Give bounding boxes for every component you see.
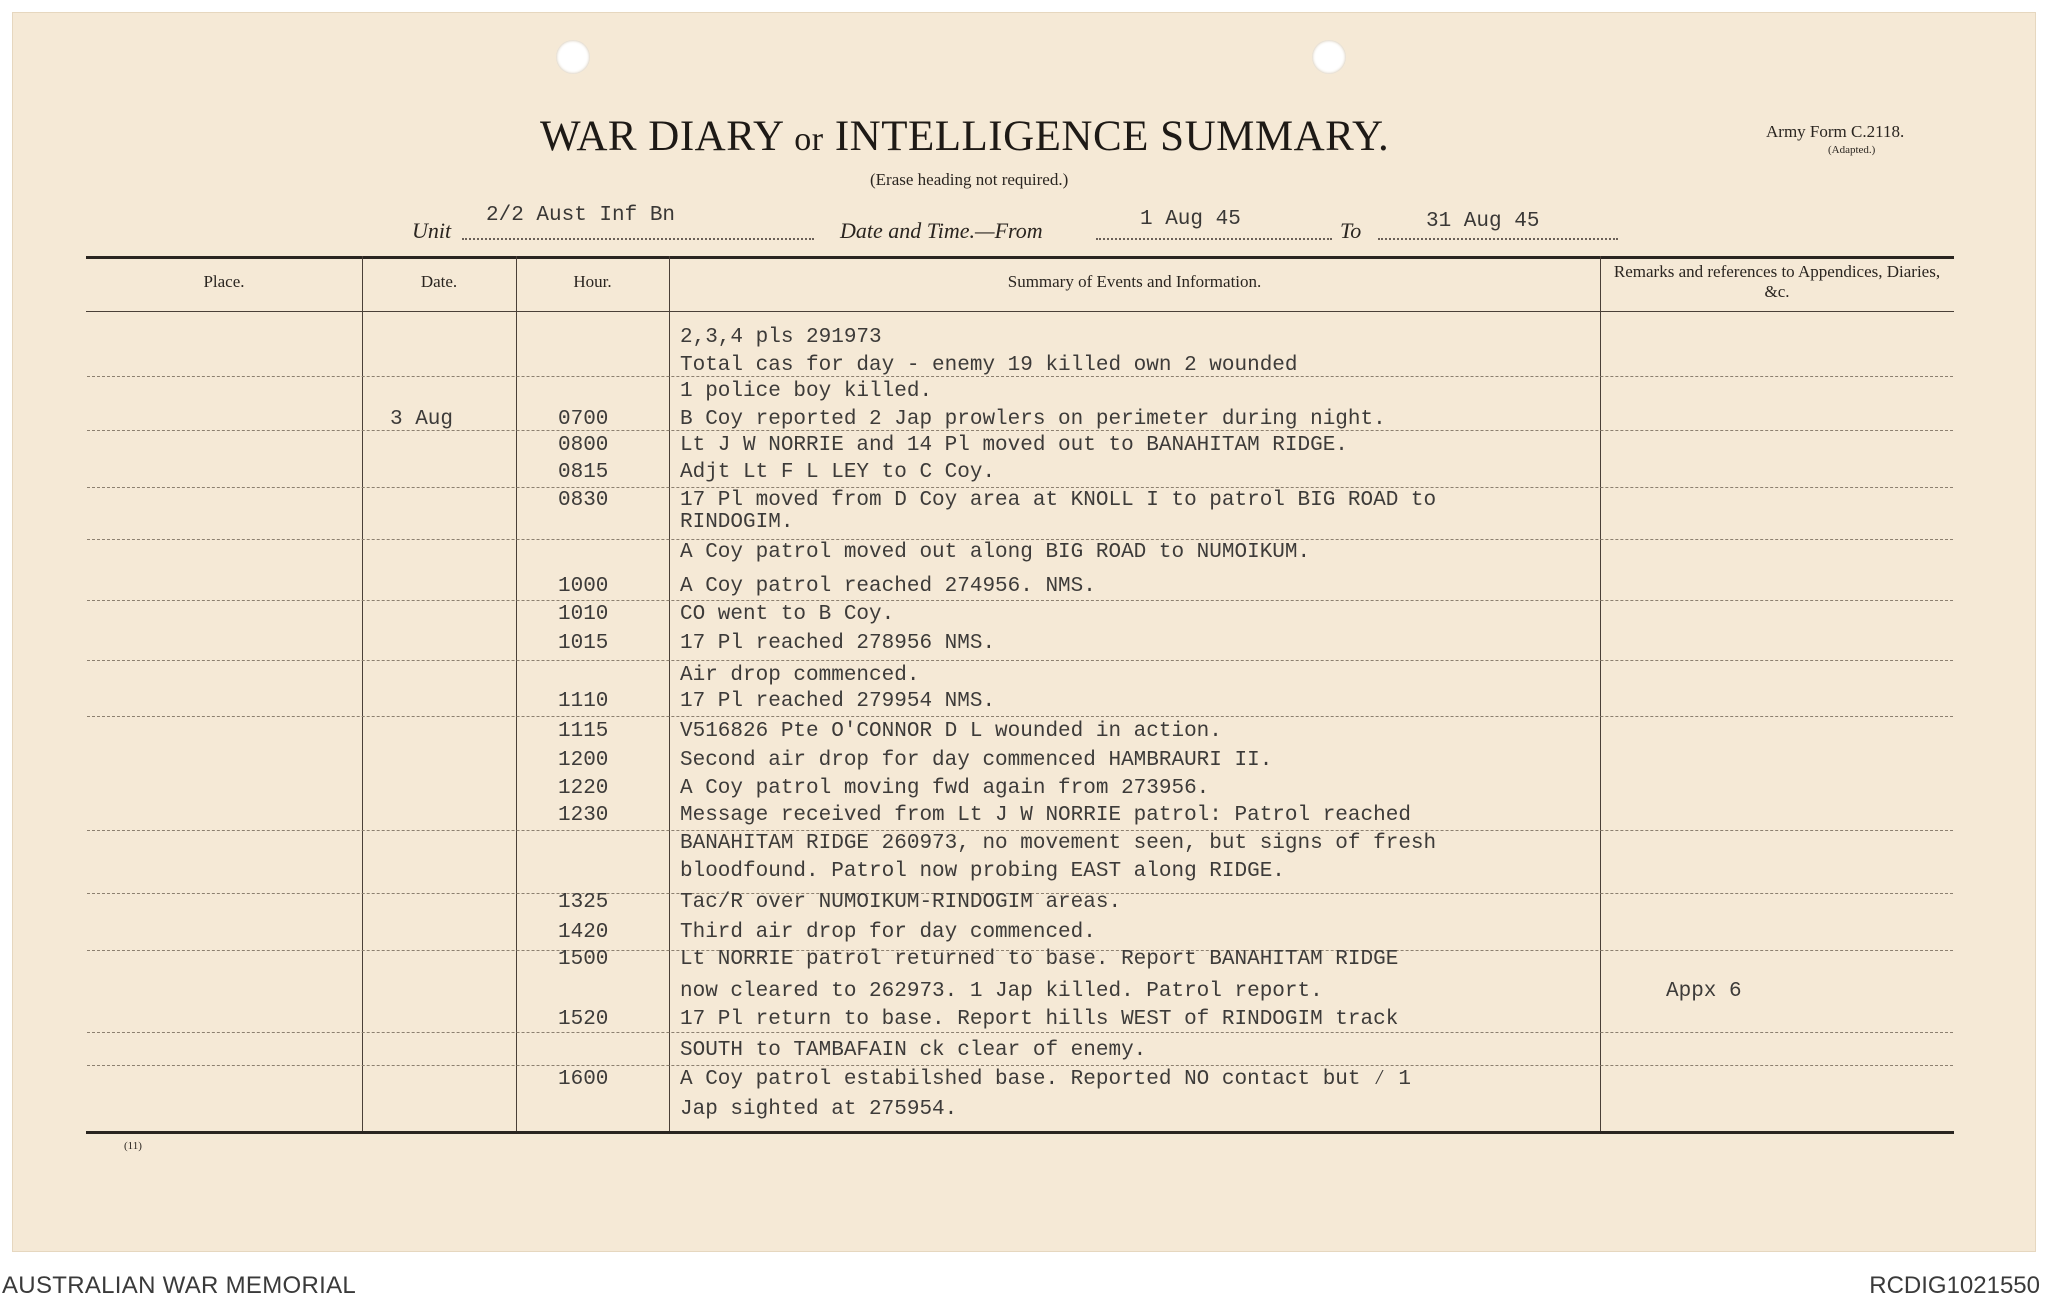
form-subtitle: (Erase heading not required.) xyxy=(870,170,1069,189)
entry-hour: 1015 xyxy=(558,632,609,655)
entry-text: 17 Pl reached 279954 NMS. xyxy=(680,690,996,713)
form-title xyxy=(540,112,1389,161)
entry-text: A Coy patrol estabilshed base. Reported NO contact but ⁄ 1 xyxy=(680,1068,1411,1091)
title-part1: WAR DIARY xyxy=(540,113,783,160)
unit-label: Unit xyxy=(412,218,452,243)
row-rule xyxy=(87,1065,1953,1066)
unit-value: 2/2 Aust Inf Bn xyxy=(486,204,676,227)
col-header-place: Place. xyxy=(203,272,245,291)
entry-hour: 1420 xyxy=(558,921,609,944)
entry-text: 17 Pl return to base. Report hills WEST of RINDOGIM track xyxy=(680,1008,1399,1031)
to-value: 31 Aug 45 xyxy=(1426,210,1540,233)
col-header-date: Date. xyxy=(420,272,458,291)
to-label: To xyxy=(1340,218,1362,243)
date-time-label: Date and Time.—From xyxy=(840,218,1043,243)
entry-text: Lt J W NORRIE and 14 Pl moved out to BANAHITAM RIDGE. xyxy=(680,434,1348,457)
entry-text: Total cas for day - enemy 19 killed own 2 wounded xyxy=(680,354,1298,377)
col-header-remarks: Remarks and references to Appendices, Diaries, &c. xyxy=(1613,262,1941,301)
entry-hour: 1500 xyxy=(558,948,609,971)
entry-text: Jap sighted at 275954. xyxy=(680,1098,958,1121)
entry-text: 17 Pl moved from D Coy area at KNOLL I to patrol BIG ROAD to xyxy=(680,489,1437,512)
entry-hour: 0830 xyxy=(558,489,609,512)
entry-hour: 1600 xyxy=(558,1068,609,1091)
entry-hour: 0800 xyxy=(558,434,609,457)
entry-text: Message received from Lt J W NORRIE patrol: Patrol reached xyxy=(680,804,1411,827)
col-divider-date xyxy=(516,256,517,1131)
row-rule xyxy=(87,600,1953,601)
row-rule xyxy=(87,487,1953,488)
entry-text: 17 Pl reached 278956 NMS. xyxy=(680,632,996,655)
entry-text: Adjt Lt F L LEY to C Coy. xyxy=(680,461,996,484)
entry-text: A Coy patrol moving fwd again from 273956. xyxy=(680,777,1210,800)
col-divider-summary xyxy=(1600,256,1601,1131)
entry-hour: 1010 xyxy=(558,603,609,626)
army-form-number: Army Form C.2118. xyxy=(1766,122,1905,141)
entry-text: SOUTH to TAMBAFAIN ck clear of enemy. xyxy=(680,1039,1147,1062)
row-rule xyxy=(87,539,1953,540)
entry-hour: 1220 xyxy=(558,777,609,800)
row-rule xyxy=(87,830,1953,831)
unit-dotline xyxy=(462,238,814,240)
entry-text: CO went to B Coy. xyxy=(680,603,895,626)
entry-date: 3 Aug xyxy=(390,408,454,431)
adapted-note: (Adapted.) xyxy=(1828,144,1876,156)
page-number: (11) xyxy=(124,1140,142,1152)
title-or: or xyxy=(794,121,824,158)
to-dotline xyxy=(1378,238,1618,240)
col-header-summary: Summary of Events and Information. xyxy=(1007,272,1262,291)
entry-text: Air drop commenced. xyxy=(680,664,920,687)
from-value: 1 Aug 45 xyxy=(1140,208,1241,231)
entry-text: BANAHITAM RIDGE 260973, no movement seen, but signs of fresh xyxy=(680,832,1437,855)
from-dotline xyxy=(1096,238,1332,240)
punch-hole-right xyxy=(1312,40,1346,74)
entry-text: RINDOGIM. xyxy=(680,511,794,534)
entry-text: now cleared to 262973. 1 Jap killed. Patrol report. xyxy=(680,980,1323,1003)
entry-text: 1 police boy killed. xyxy=(680,380,933,403)
entry-remark: Appx 6 xyxy=(1666,980,1742,1003)
row-rule xyxy=(87,1032,1953,1033)
archive-id: RCDIG1021550 xyxy=(1869,1272,2040,1299)
entry-hour: 1520 xyxy=(558,1008,609,1031)
entry-text: Lt NORRIE patrol returned to base. Report BANAHITAM RIDGE xyxy=(680,948,1399,971)
entry-text: Third air drop for day commenced. xyxy=(680,921,1096,944)
entry-hour: 1325 xyxy=(558,891,609,914)
row-rule xyxy=(87,660,1953,661)
entry-hour: 0700 xyxy=(558,408,609,431)
entry-text: V516826 Pte O'CONNOR D L wounded in action. xyxy=(680,720,1222,743)
entry-text: A Coy patrol reached 274956. NMS. xyxy=(680,575,1096,598)
entry-text: 2,3,4 pls 291973 xyxy=(680,326,882,349)
col-divider-place xyxy=(362,256,363,1131)
entry-hour: 1110 xyxy=(558,690,609,713)
entry-text: A Coy patrol moved out along BIG ROAD to NUMOIKUM. xyxy=(680,541,1311,564)
archive-caption: AUSTRALIAN WAR MEMORIAL xyxy=(2,1272,357,1299)
entry-hour: 1000 xyxy=(558,575,609,598)
entry-hour: 0815 xyxy=(558,461,609,484)
row-rule xyxy=(87,716,1953,717)
entry-hour: 1230 xyxy=(558,804,609,827)
entry-text: B Coy reported 2 Jap prowlers on perimeter during night. xyxy=(680,408,1386,431)
entry-text: Second air drop for day commenced HAMBRAURI II. xyxy=(680,749,1273,772)
entry-hour: 1115 xyxy=(558,720,609,743)
entry-text: Tac/R over NUMOIKUM-RINDOGIM areas. xyxy=(680,891,1122,914)
header-underline xyxy=(86,311,1954,312)
col-divider-hour xyxy=(669,256,670,1131)
title-part2: INTELLIGENCE SUMMARY. xyxy=(834,113,1390,160)
col-header-hour: Hour. xyxy=(573,272,612,291)
entry-hour: 1200 xyxy=(558,749,609,772)
punch-hole-left xyxy=(556,40,590,74)
entry-text: bloodfound. Patrol now probing EAST along RIDGE. xyxy=(680,860,1285,883)
